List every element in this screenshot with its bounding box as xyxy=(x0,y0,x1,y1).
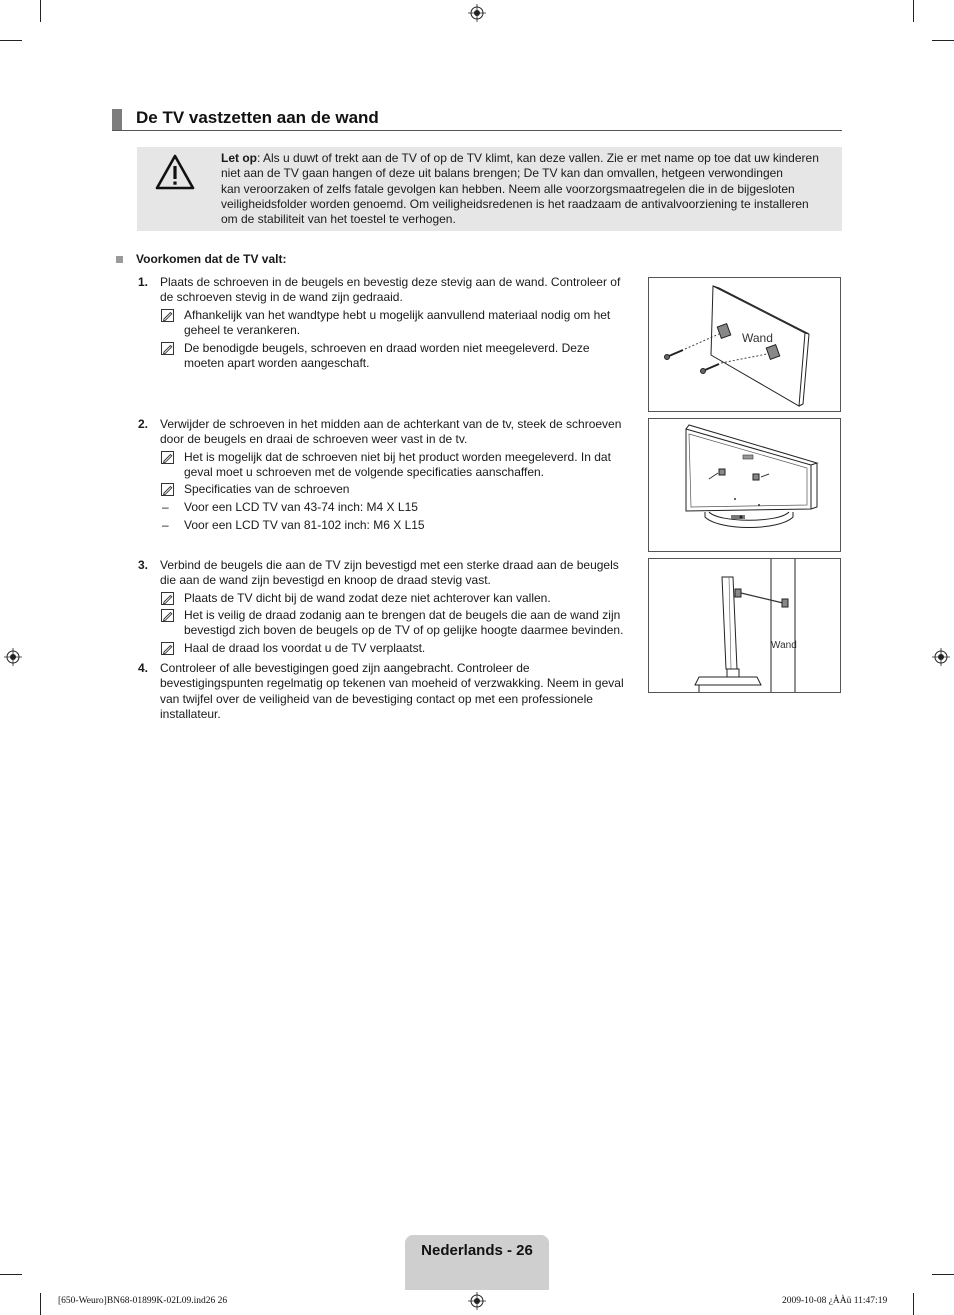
registration-mark-icon xyxy=(4,648,22,666)
crop-mark xyxy=(0,40,22,41)
registration-mark-icon xyxy=(468,1292,486,1310)
spec-item: Voor een LCD TV van 43-74 inch: M4 X L15 xyxy=(184,500,418,514)
section-bullet-icon xyxy=(116,256,123,263)
section-label: Voorkomen dat de TV valt: xyxy=(136,252,287,266)
note-icon xyxy=(161,609,174,622)
crop-mark xyxy=(932,1274,954,1275)
step-text: Verbind de beugels die aan de TV zijn bevestigd met een sterke draad aan de beugels die aan de wand zijn bevestigd en knoop de draad stevig vast. xyxy=(160,558,619,588)
step-text: Plaats de schroeven in de beugels en bevestig deze stevig aan de wand. Controleer of de schroeven stevig in de wand zijn gedraaid. xyxy=(160,275,621,305)
tv-wire-illustration xyxy=(649,559,840,692)
crop-mark xyxy=(40,1293,41,1315)
page-number: Nederlands - 26 xyxy=(421,1242,533,1259)
tv-back-illustration xyxy=(649,419,840,551)
page-title: De TV vastzetten aan de wand xyxy=(136,108,379,127)
dash-bullet: – xyxy=(162,518,169,532)
caution-label: Let op xyxy=(221,151,257,165)
note-icon xyxy=(161,642,174,655)
figure-tv-back xyxy=(648,418,841,552)
crop-mark xyxy=(0,1274,22,1275)
wall-label: Wand xyxy=(771,640,797,651)
note-text: Haal de draad los voordat u de TV verplaatst. xyxy=(184,641,426,655)
note-icon xyxy=(161,451,174,464)
print-info-left: [650-Weuro]BN68-01899K-02L09.ind26 26 xyxy=(58,1296,228,1306)
spec-item: Voor een LCD TV van 81-102 inch: M6 X L15 xyxy=(184,518,425,532)
figure-tv-wire xyxy=(648,558,841,693)
crop-mark xyxy=(913,1293,914,1315)
note-text: Het is veilig de draad zodanig aan te brengen dat de beugels die aan de wand zijn bevestigd zich boven de beugels op de TV of op gelijke hoogte daarmee bevinden. xyxy=(184,608,624,638)
step-text: Verwijder de schroeven in het midden aan de achterkant van de tv, steek de schroeven door de beugels en draai de schroeven weer vast in de tv. xyxy=(160,417,622,447)
caution-text: Let op: Als u duwt of trekt aan de TV of op de TV klimt, kan deze vallen. Zie er met name op toe dat uw kinderen niet aan de TV gaan hangen of deze uit balans brengen; De TV kan dan omvallen, hetgeen verwondingen kan veroorzaken of zelfs fatale gevolgen kan hebben. Neem alle voorzorgsmaatregelen die in de bijgesloten veiligheidsfolder worden genoemd. Om veiligheidsredenen is het raadzaam de antivalvoorziening te installeren om de stabiliteit van het toestel te verhogen. xyxy=(221,151,819,227)
print-info-right: 2009-10-08 ¿ÀÀü 11:47:19 xyxy=(782,1296,888,1306)
step-text: Controleer of alle bevestigingen goed zijn aangebracht. Controleer de bevestigingspunten regelmatig op tekenen van moeheid of verzwakking. Neem in geval van twijfel over de veiligheid van de bevestiging contact op met een professionele installateur. xyxy=(160,661,624,721)
note-text: Het is mogelijk dat de schroeven niet bij het product worden meegeleverd. In dat geval moet u schroeven met de volgende specificaties aanschaffen. xyxy=(184,450,611,480)
crop-mark xyxy=(932,40,954,41)
heading-marker xyxy=(112,109,122,131)
dash-bullet: – xyxy=(162,500,169,514)
note-text: De benodigde beugels, schroeven en draad worden niet meegeleverd. Deze moeten apart worden aangeschaft. xyxy=(184,341,590,371)
step-number: 3. xyxy=(138,558,149,572)
note-text: Specificaties van de schroeven xyxy=(184,482,350,496)
note-icon xyxy=(161,342,174,355)
step-number: 1. xyxy=(138,275,149,289)
note-text: Afhankelijk van het wandtype hebt u mogelijk aanvullend materiaal nodig om het geheel te verankeren. xyxy=(184,308,611,338)
step-number: 4. xyxy=(138,661,149,675)
heading-rule xyxy=(112,130,842,131)
wall-label: Wand xyxy=(742,331,773,345)
figure-wall-brackets xyxy=(648,277,841,412)
crop-mark xyxy=(913,0,914,22)
registration-mark-icon xyxy=(932,648,950,666)
warning-triangle-icon xyxy=(155,154,195,190)
note-text: Plaats de TV dicht bij de wand zodat deze niet achterover kan vallen. xyxy=(184,591,551,605)
note-icon xyxy=(161,483,174,496)
note-icon xyxy=(161,309,174,322)
note-icon xyxy=(161,592,174,605)
registration-mark-icon xyxy=(468,4,486,22)
crop-mark xyxy=(40,0,41,22)
step-number: 2. xyxy=(138,417,149,431)
